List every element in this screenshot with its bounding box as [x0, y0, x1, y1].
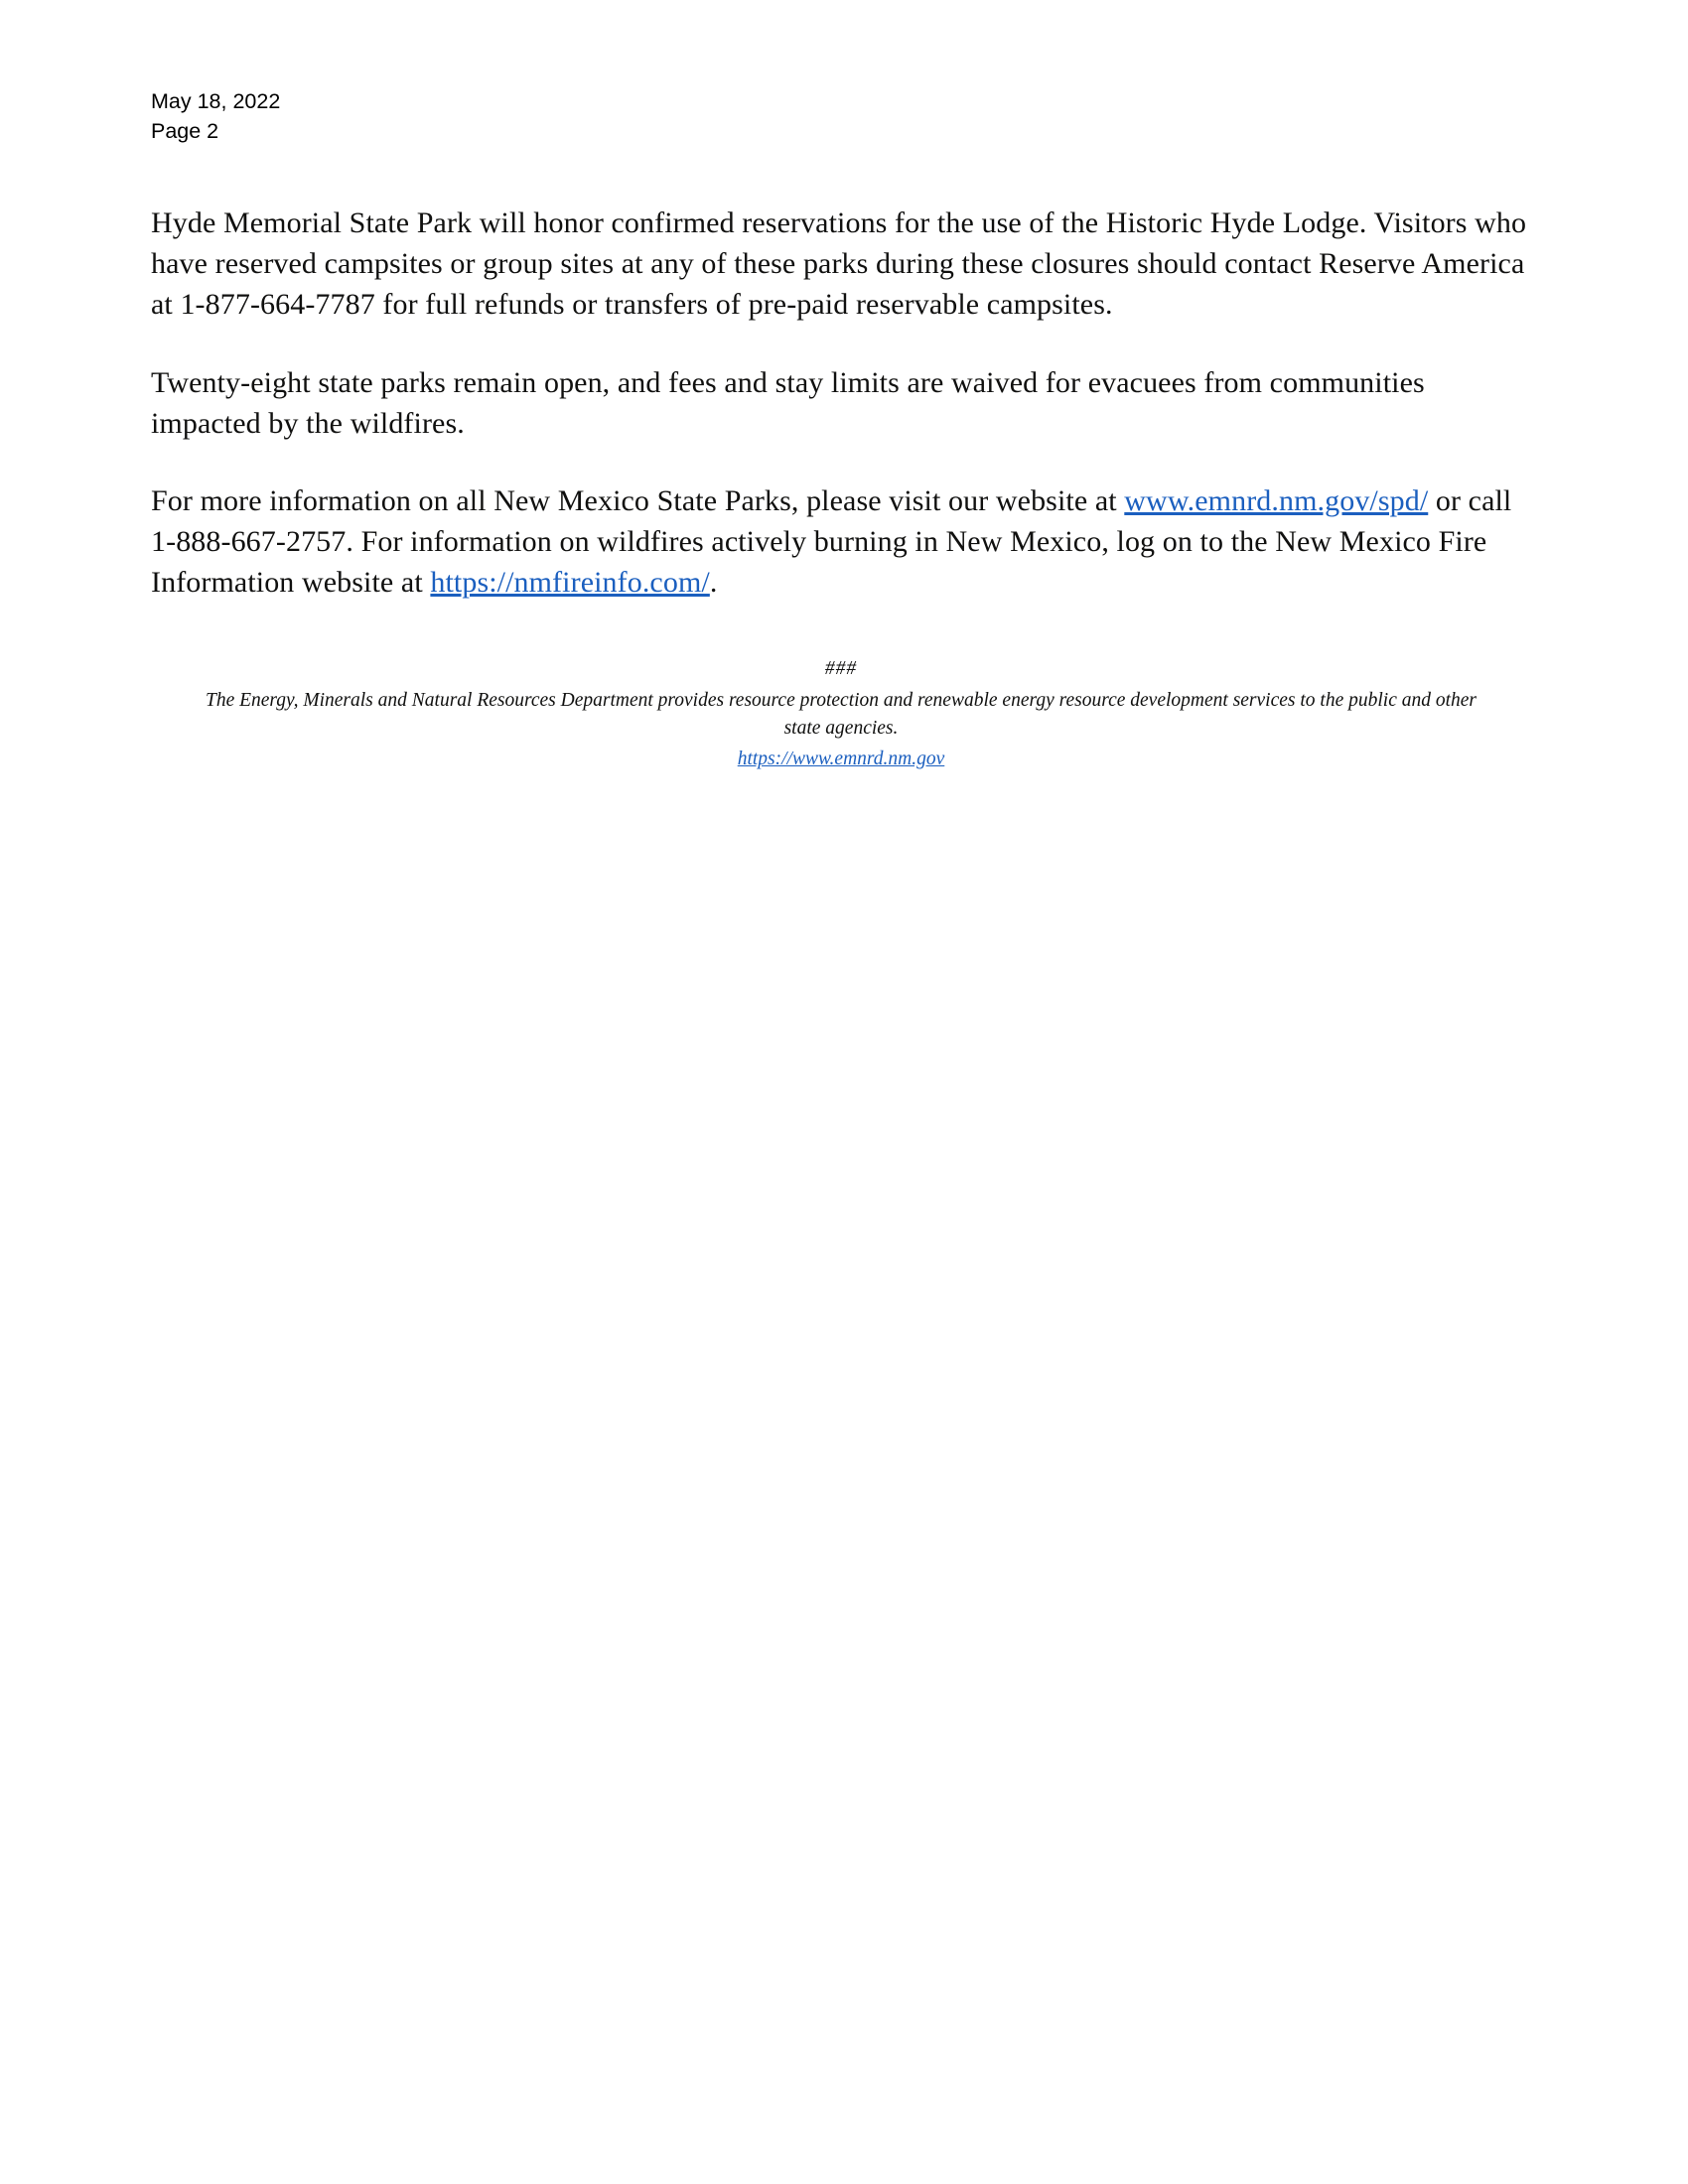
paragraph-text: Hyde Memorial State Park will honor confirmed reservations for the use of the Historic Hyde Lodge. Visitors who have reserved campsites or group sites at any of these parks during these closures should contact Reserve America at 1-877-664-7787 for full refunds or transfers of pre-paid reservable campsites.: [151, 206, 1527, 321]
link-state-parks-website[interactable]: www.emnrd.nm.gov/spd/: [1124, 484, 1429, 518]
closing-block: [151, 655, 1531, 774]
paragraph-text: Twenty-eight state parks remain open, and fees and stay limits are waived for evacuees from communities impacted by the wildfires.: [151, 365, 1425, 440]
link-emnrd-home[interactable]: https://www.emnrd.nm.gov: [737, 749, 945, 770]
header-page-number: Page 2: [151, 118, 219, 143]
paragraph-text-lead: For more information on all New Mexico State Parks, please visit our website at: [151, 484, 1125, 518]
paragraph-parks-open: [151, 363, 1531, 445]
paragraph-text-middle: or call 1-888-667-2757. For information on wildfires actively burning in New Mexico, log on to the New Mexico Fire Information website at: [151, 484, 1512, 599]
paragraph-hyde-memorial: [151, 204, 1531, 325]
department-tagline: The Energy, Minerals and Natural Resources Department provides resource protection and renewable energy resource development services to the public and other state agencies.: [205, 689, 1477, 740]
end-marker: ###: [824, 657, 858, 679]
paragraph-text-end: .: [709, 565, 718, 599]
link-nm-fire-info[interactable]: https://nmfireinfo.com/: [430, 565, 710, 599]
page-content: [151, 87, 1531, 774]
page-header: [151, 87, 1531, 146]
header-date: May 18, 2022: [151, 89, 281, 113]
paragraph-more-information: [151, 481, 1531, 603]
